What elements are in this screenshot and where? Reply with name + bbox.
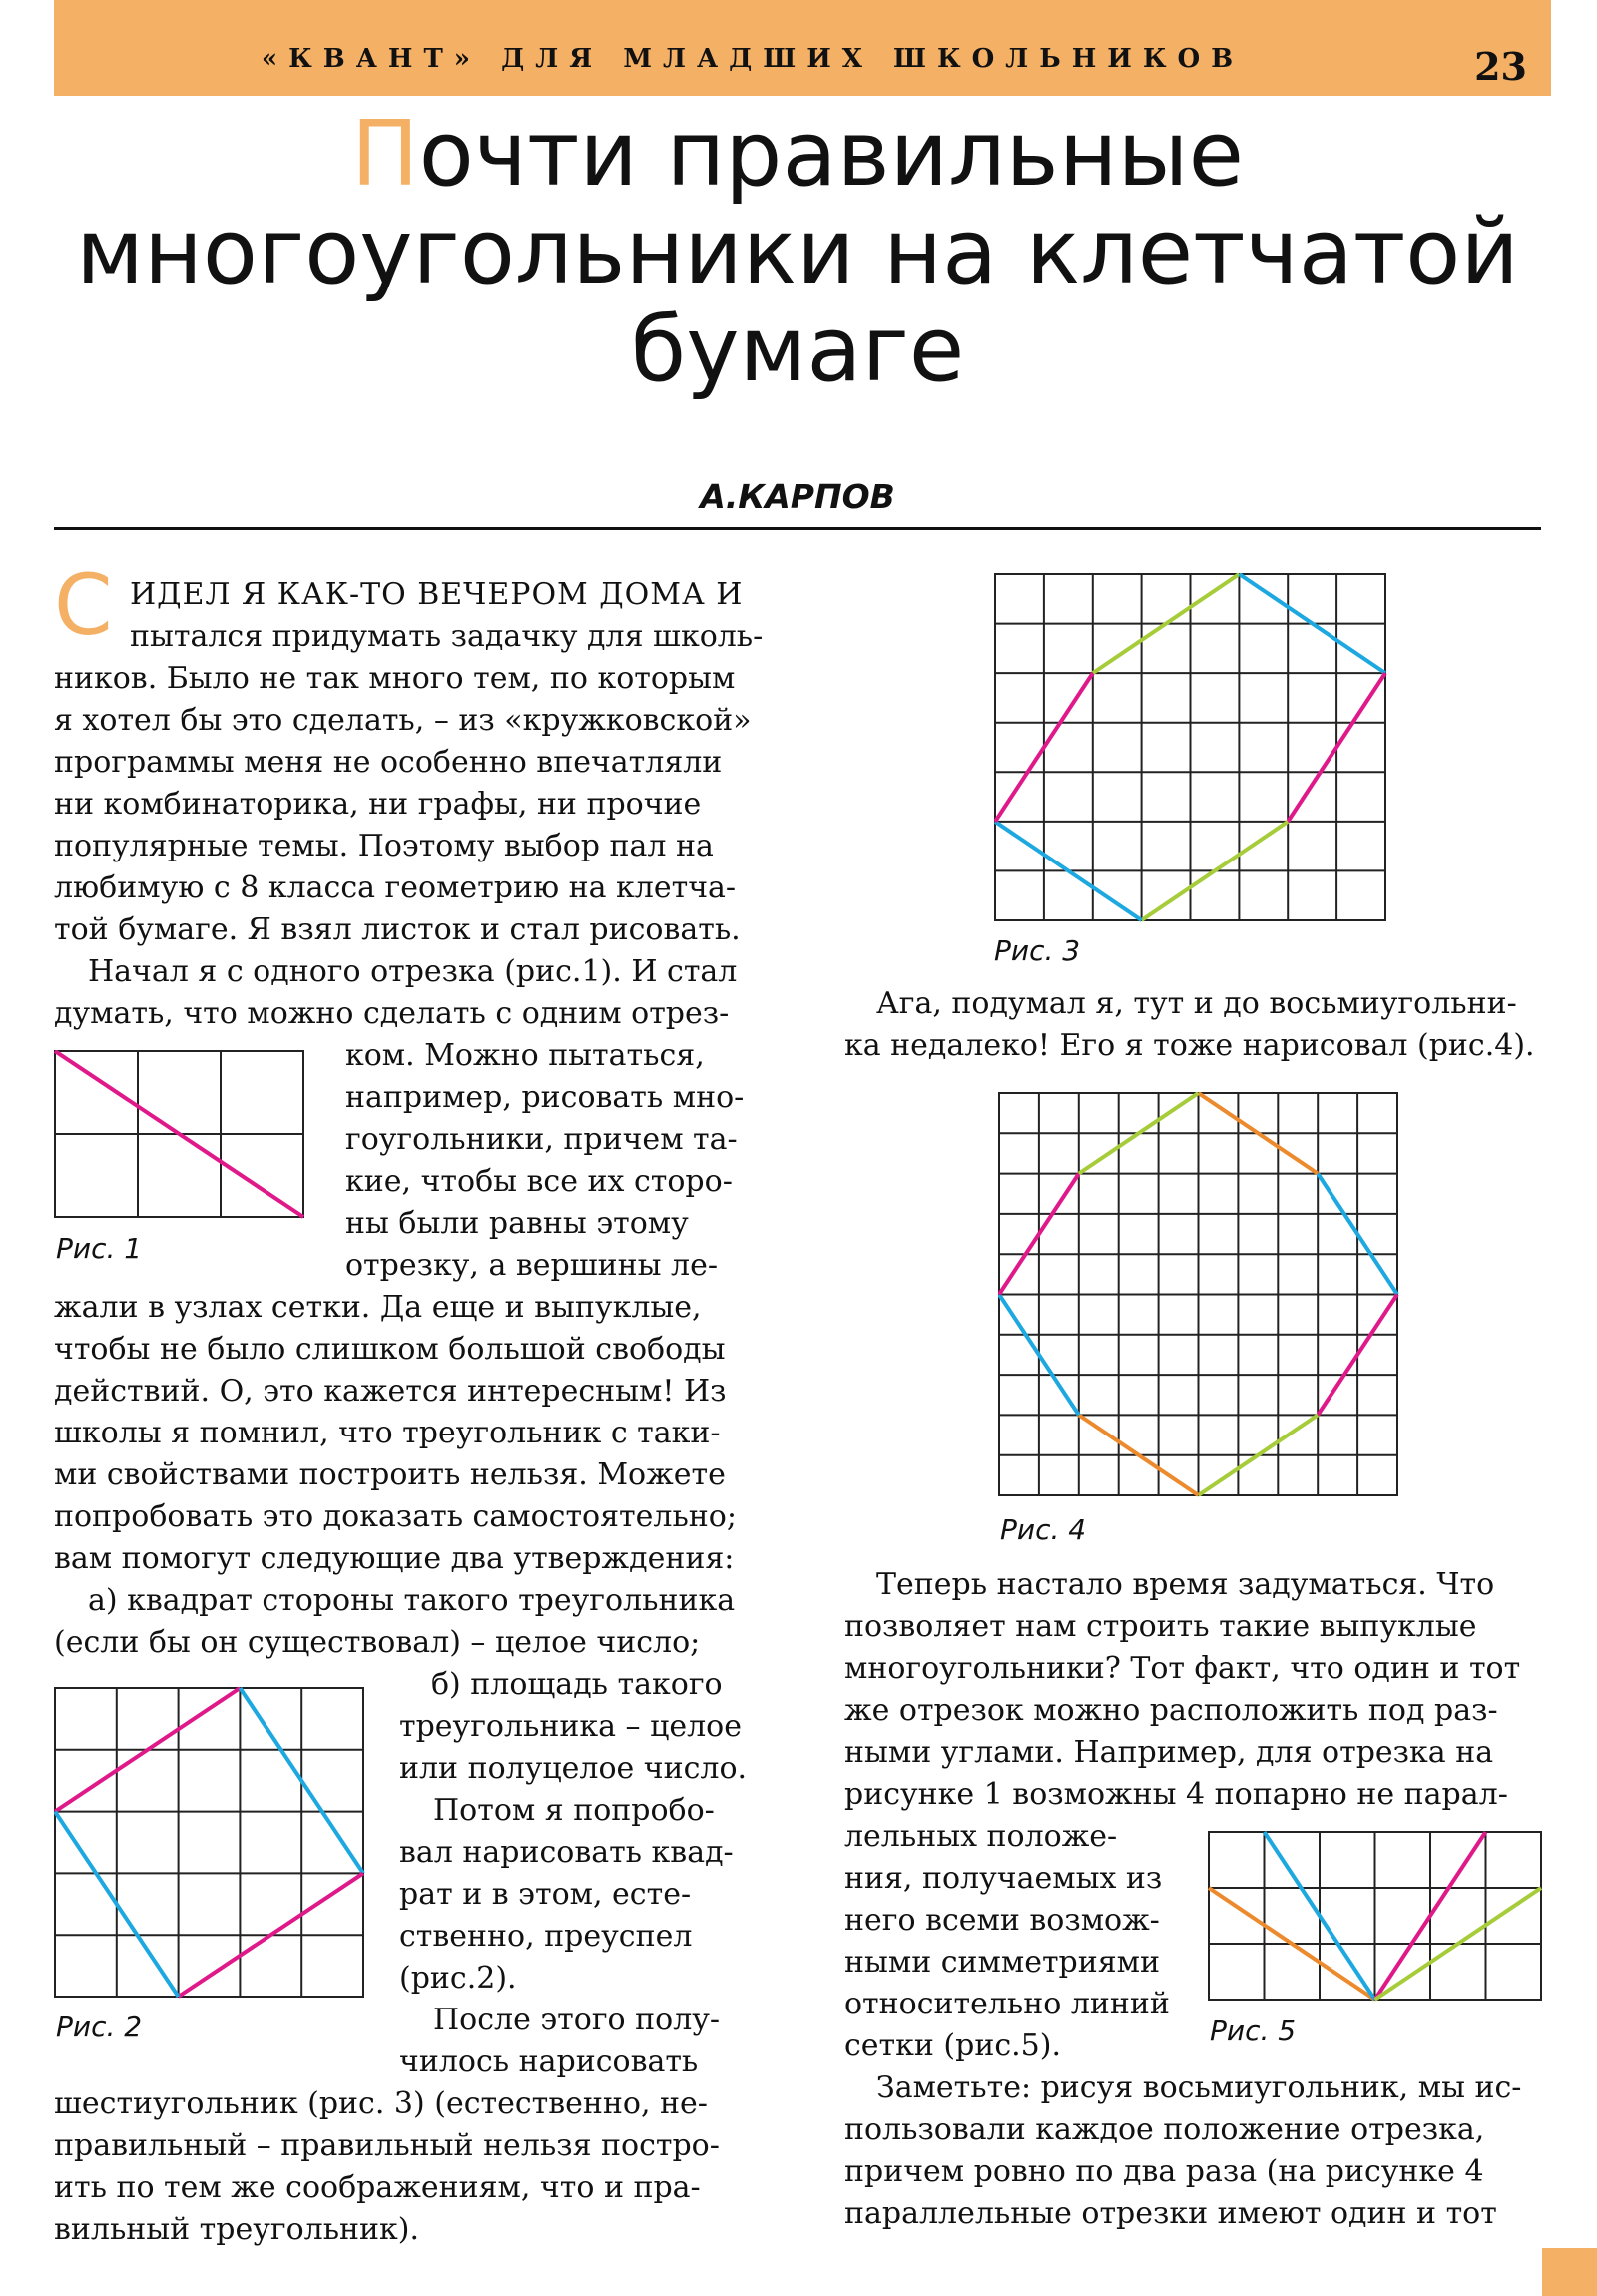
article-title [54, 102, 1541, 402]
text-line: шестиугольник (рис. 3) (естественно, не- [54, 2086, 708, 2121]
text-line: позволяет нам строить такие выпуклые [844, 1609, 1477, 1644]
text-line: чилось нарисовать [399, 2044, 699, 2079]
figure-5-caption: Рис. 5 [1210, 2014, 1297, 2047]
text-line: него всеми возмож- [844, 1903, 1160, 1938]
page-number: 23 [1474, 44, 1527, 89]
text-line: рисунке 1 возможны 4 попарно не парал- [844, 1777, 1508, 1812]
figure-3-drawing [994, 573, 1387, 924]
text-line: думать, что можно сделать с одним отрез- [54, 996, 730, 1031]
text-line: ми свойствами построить нельзя. Можете [54, 1457, 726, 1492]
text-line: ственно, преуспел [399, 1919, 693, 1954]
text-line: или полуцелое число. [399, 1751, 748, 1786]
text-line: параллельные отрезки имеют один и тот [844, 2196, 1497, 2231]
text-line: относительно линий [844, 1987, 1170, 2021]
text-line: Потом я попробо- [433, 1793, 715, 1828]
text-line: треугольника – целое [399, 1709, 742, 1744]
text-line: рат и в этом, есте- [399, 1877, 692, 1912]
figure-4-caption: Рис. 4 [1000, 1513, 1087, 1546]
text-line: (рис.2). [399, 1961, 517, 1996]
text-line: программы меня не особенно впечатляли [54, 745, 723, 780]
text-line: лельных положе- [844, 1819, 1118, 1854]
title-first-letter: П [351, 102, 419, 207]
text-line: ны были равны этому [345, 1206, 689, 1241]
text-line: отрезку, а вершины ле- [345, 1248, 718, 1283]
text-line: ния, получаемых из [844, 1861, 1163, 1896]
figure-1 [54, 1050, 305, 1220]
figure-5-drawing [1208, 1831, 1543, 2003]
text-line: вильный треугольник). [54, 2212, 420, 2247]
text-line: пользовали каждое положение отрезка, [844, 2112, 1485, 2147]
text-line: ком. Можно пытаться, [345, 1038, 705, 1073]
text-line: чтобы не было слишком большой свободы [54, 1332, 726, 1367]
text-line: я хотел бы это сделать, – из «кружковской» [54, 703, 752, 738]
text-line: ИДЕЛ Я КАК-ТО ВЕЧЕРОМ ДОМА И [130, 577, 744, 612]
text-line: вам помогут следующие два утверждения: [54, 1541, 735, 1576]
title-line-1: очти правильные [418, 102, 1244, 207]
text-line: любимую с 8 класса геометрию на клетча- [54, 870, 737, 905]
text-line: Заметьте: рисуя восьмиугольник, мы ис- [876, 2070, 1522, 2105]
text-line: действий. О, это кажется интересным! Из [54, 1374, 727, 1409]
text-line: правильный – правильный нельзя постро- [54, 2128, 720, 2163]
text-line: попробовать это доказать самостоятельно; [54, 1499, 737, 1534]
figure-2 [54, 1687, 365, 2001]
text-line: (если бы он существовал) – целое число; [54, 1625, 701, 1660]
text-line: же отрезок можно расположить под раз- [844, 1693, 1498, 1728]
text-line: той бумаге. Я взял листок и стал рисовать. [54, 912, 741, 947]
text-line: Теперь настало время задуматься. Что [876, 1567, 1495, 1602]
text-line: Начал я с одного отрезка (рис.1). И стал [88, 954, 738, 989]
author-name: А.КАРПОВ [700, 477, 895, 516]
text-line: кие, чтобы все их сторо- [345, 1164, 733, 1199]
figure-2-caption: Рис. 2 [56, 2010, 143, 2043]
figure-4-drawing [998, 1092, 1399, 1497]
text-line: Ага, подумал я, тут и до восьмиугольни- [876, 986, 1517, 1021]
title-line-3: бумаге [630, 297, 965, 402]
journal-section-title: «КВАНТ» ДЛЯ МЛАДШИХ ШКОЛЬНИКОВ [261, 44, 1245, 74]
text-line: ными углами. Например, для отрезка на [844, 1735, 1494, 1770]
text-line: После этого полу- [433, 2003, 721, 2037]
figure-4 [998, 1092, 1399, 1497]
text-line: жали в узлах сетки. Да еще и выпуклые, [54, 1290, 702, 1325]
title-divider [54, 527, 1541, 530]
text-line: ными симметриями [844, 1945, 1161, 1980]
text-line: б) площадь такого [431, 1667, 723, 1702]
text-line: сетки (рис.5). [844, 2028, 1062, 2063]
text-line: причем ровно по два раза (на рисунке 4 [844, 2154, 1484, 2189]
text-line: популярные темы. Поэтому выбор пал на [54, 829, 714, 863]
text-line: а) квадрат стороны такого треугольника [88, 1583, 736, 1618]
text-line: ни комбинаторика, ни графы, ни прочие [54, 787, 702, 822]
figure-1-drawing [54, 1050, 305, 1220]
text-line: многоугольники? Тот факт, что один и тот [844, 1651, 1521, 1686]
title-line-2: многоугольники на клетчатой [76, 200, 1519, 304]
text-line: вал нарисовать квад- [399, 1835, 734, 1870]
text-line: пытался придумать задачку для школь- [130, 619, 764, 654]
page-corner-tab [1542, 2248, 1597, 2296]
running-header [54, 0, 1551, 96]
figure-2-drawing [54, 1687, 365, 2001]
text-line: школы я помнил, что треугольник с таки- [54, 1416, 721, 1450]
text-line: ить по тем же соображениям, что и пра- [54, 2170, 701, 2205]
figure-3-caption: Рис. 3 [994, 934, 1081, 967]
text-line: например, рисовать мно- [345, 1080, 745, 1115]
drop-cap: С [54, 556, 113, 654]
text-line: ка недалеко! Его я тоже нарисовал (рис.4). [844, 1028, 1535, 1063]
figure-1-caption: Рис. 1 [56, 1232, 143, 1265]
figure-3 [994, 573, 1387, 924]
text-line: гоугольники, причем та- [345, 1122, 738, 1157]
figure-5 [1208, 1831, 1543, 2003]
text-line: ников. Было не так много тем, по которым [54, 661, 736, 696]
